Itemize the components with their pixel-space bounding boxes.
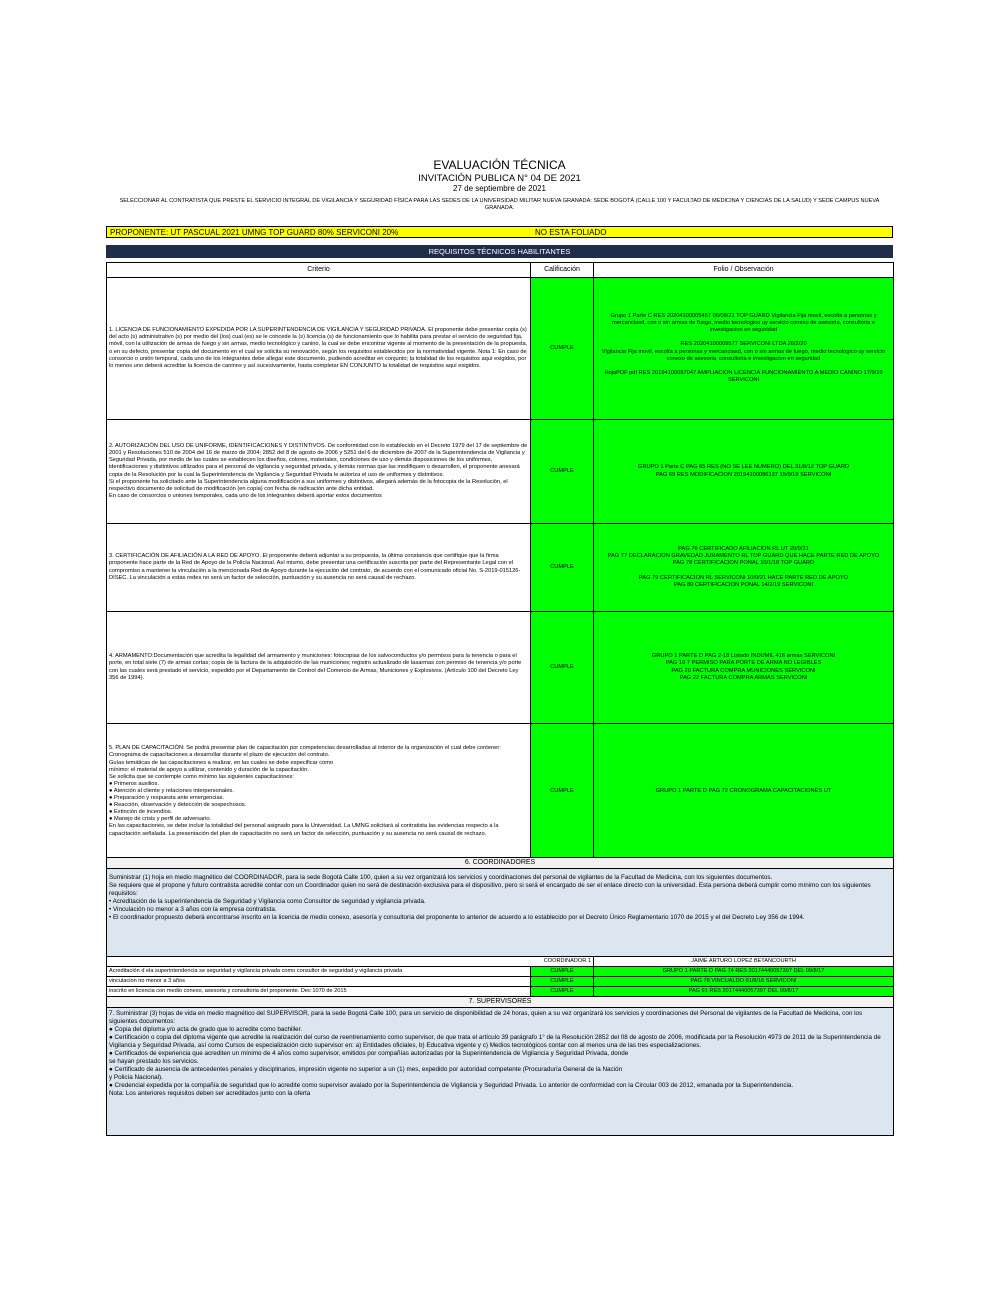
criterio-cell: 5. PLAN DE CAPACITACIÓN: Se podrá presentar plan de capacitación por competencias desarrolladas al interior de la organización el cual debe contener: Cronograma de capacitaciones a desarrollar durante el plazo de ejecución del contrato. Guías temáticas de las capacitaciones a realizar, en las cuales se debe especificar como mínimo: el material de apoyo a utilizar, contenido y duración de la capacitación. Se solicita que se contemple como mínimo las siguientes capacitaciones: ● Primeros auxilios. ● Atención al cliente y relaciones interpersonales. ● Preparación y respuesta ante emergencias. ● Reacción, observación y detección de sospechosos. ● Extinción de incendios. ● Manejo de crisis y perfil de adversario. En las capacitaciones, se debe incluir la totalidad del personal asignado para la Universidad. La UMNG solicitará al contratista las evidencias respecto a la capacitación señalada. La presentación del plan de capacitación no será un factor de selección, puntuación y su ausencia no será causal de rechazo. [107,724,531,860]
coordinadores-text: Suministrar (1) hoja en medio magnético del COORDINADOR, para la sede Bogotá Calle 100, quien a su vez organizará los servicios y coordinaciones del personal de vigilantes de la Facultad de Medicina, con los siguientes documentos. Se requiere que el propone y futuro contratista acredite contar con un Coordinador quien no será de destinación exclusiva para el dispositivo, pero si será el encargado de ser el enlace directo con la universidad. Esta persona deberá cumplir como mínimo con los siguientes requisitos: • Acreditación de la superintendencia de Seguridad y Vigilancia como Consultor de seguridad y vigilancia privada. • Vinculación no menor a 3 años con la empresa contratista. • El coordinador propuesto deberá encontrarse inscrito en la licencia de medio conexo, asesoría y consultoría del proponente lo anterior de acuerdo a lo establecido por el Decreto Único Reglamentario 1070 de 2015 y el del Decreto Ley 356 de 1994. [107,869,894,957]
coordinadores-header [107,858,894,869]
folio-cell: Grupo 1 Parte C RES 20204100005457 06/08/21 TOP GUARD Vigilancia Fija movil, escolta a personas y mercanciasd, con o sin armas de fuego, medio tecnologico uy servicio conexo de asesoria, consultoria e investigacion en seguridad RES 20204100009577 SERVICONI LTDA 26/2/20 Vigilancia Fija movil, escolta a personas y mercanciasd, con o sin armas de fuego, medio tecnologico uy servicio conexo de asesoria, consultoria e investigacion en seguridad HojaPDF pdf RES 20194100087047 AMPLIACION LICENCIA FUNCIONAMIENTO A MEDIO CANINO 17/9/19 SERVICONI [594,278,894,420]
table-row [107,724,894,860]
coordinadores-description-row [107,869,894,957]
page-title: EVALUACIÓN TÉCNICA [433,158,566,172]
table-row [107,420,894,524]
criterio-cell: 4. ARMAMENTO:Documentación que acredita la legalidad del armamento y municiones: fotocopias de los salvoconductos y/o permisos para la tenencia o para el porte, en total siete (7) de armas cortas; copia de la factura de la adquisición de las municiones; registro actualizado de lasarmas con permiso de tenencia y/o porte con las cuales será prestado el servicio, expedido por el Departamento de Control del Comercio de Armas, Municiones y Explosivos. (Artículo 100 del Decreto Ley 356 de 1994). [107,612,531,724]
criterio-cell: 1. LICENCIA DE FUNCIONAMIENTO EXPEDIDA POR LA SUPERINTENDENCIA DE VIGILANCIA Y SEGURIDAD PRIVADA. El proponente debe presentar copia (s) del acto (s) administrativo (s) por medio del (los) cual (es) se le concede la (s) licencia (s) de funcionamiento que lo habilita para prestar el servicio de seguridad fija, móvil, con la utilización de armas de fuego y sin armas, medio tecnológico y canino, la cual se debe encontrar vigente al momento de la presentación de la propuesta, o en su defecto, presentar copia del documento en el cual se solicita su renovación, según los requisitos establecidos por la normatividad vigente. Nota 1: En caso de consorcio o unión temporal, cada uno de los integrantes debe allegar este documento, pudiendo acreditar en conjunto; la totalidad de los requisitos aquí exigidos, por lo menos uno deberá acreditar la licencia de caninos y así sucesivamente, hasta completar EN CONJUNTO la totalidad de requisitos aquí exigidos. [107,278,531,420]
coordinador-req: Acreditación d ela superintendencia se seguridad y vigilancia privada como consultor de seguridad y vigilancia privada [107,967,531,977]
coordinador-req: vinculacion no menor a 3 años [107,977,531,987]
requirements-table [106,262,894,860]
table-row [107,612,894,724]
folio-cell: GRUPO 1 PARTE D PAG 72 CRONOGRAMA CAPACITACIONES UT [594,724,894,860]
coordinador-req: inscrito en licencia con medio conexo, asesoria y consultoria del proponente. Dec 1070 de 2015 [107,987,531,997]
coordinador-cal: CUMPLE [531,967,594,977]
folio-cell: PAG 76 CERTIFICADO AFILIACION RL UT 20/9/21 PAG 77 DECLARACION GRAVEDAD JURAMENTO RL TOP GUARD QUE HACE PARTE RED DE APOYO PAG 78 CERTIFICACION PONAL 10/1/18 TOP GUARD PAG 79 CERTIFICACION RL SERVICONI 10/9/21 HACE PARTE RED DE APOYO PAG 80 CERTIFICACION PONAL 14/2/19 SERVICONI [594,524,894,612]
coordinador-name: JAIME ARTURO LOPEZ BETANCOURTH [594,957,894,967]
page-description: SELECCIONAR AL CONTRATISTA QUE PRESTE EL SERVICIO INTEGRAL DE VIGILANCIA Y SEGURIDAD FÍSICA PARA LAS SEDES DE LA UNIVERSIDAD MILITAR NUEVA GRANADA: SEDE BOGOTÁ (CALLE 100 Y FACULTAD DE MEDICINA Y CIENCIAS DE LA SALUD) Y SEDE CAMPUS NUEVA GRANADA. [119,198,880,211]
coordinador-name-row [107,957,894,967]
calificacion-cell: CUMPLE [531,420,594,524]
table-row [107,967,894,977]
table-row [107,987,894,997]
folio-note: NO ESTA FOLIADO [535,228,607,237]
coordinador-obs: PAG 78 VINCUALDO 01/8/16 SERVICONI [594,977,894,987]
folio-cell: GRUPO 1 PARTE D PAG 2-18 Listado INDUMIL 416 armas SERVICONI PAG 19 7 PERMISO PARA PORTE DE ARMA NO LEGIBLES PAG 20 FACTURA COMPRA MUNICIONES SERVICONI PAG 22 FACTURA COMPRA ARMAS SERVICONI [594,612,894,724]
folio-cell: GRUPO 1 Parte C PAG 65 RES (NO SE LEE NUMERO) DEL 31/8/12 TOP GUARD PAG 69 RES MODIFICACION 20194100086137 15/9/19 SERVICONI [594,420,894,524]
calificacion-cell: CUMPLE [531,524,594,612]
supervisores-title: 7. SUPERVISORES [107,997,894,1008]
page-subtitle: INVITACIÓN PUBLICA N° 04 DE 2021 [418,173,581,184]
table-row [107,977,894,987]
col-folio: Folio / Observación [594,263,894,278]
section-title: REQUISITOS TÉCNICOS HABILITANTES [106,245,893,258]
criterio-cell: 2. AUTORIZACIÓN DEL USO DE UNIFORME, IDENTIFICACIONES Y DISTINTIVOS. De conformidad con lo establecido en el Decreto 1979 del 17 de septiembre de 2001 y Resoluciones 510 de 2004 del 16 de marzo de 2004; 2852 del 8 de agosto de 2006 y 5251 del 6 de diciembre de 2007 de la Superintendencia de Vigilancia y Seguridad Privada, por medio de las cuales se establecen los diseños, colores, materiales, condiciones de uso y demás disposiciones de los uniformes, identificaciones y distintivos utilizados para el personal de vigilancia y seguridad privada, y demás normas que las modifiquen o desarrollen, el proponente anexará copia de la Resolución por la cual la Superintendencia de Vigilancia y Seguridad Privada le autoriza el uso de uniformes y distintivos. Si el proponente ha solicitado ante la Superintendencia alguna modificación a sus uniformes y distintivos, allegará además de la fotocopia de la Resolución, el respectivo documento de solicitud de modificación (en copia) con fecha de radicación ante dicha entidad. En caso de consorcios o uniones temporales, cada uno de los integrantes deberá aportar estos documentos [107,420,531,524]
coordinadores-table [106,857,894,1136]
coordinador-cal: CUMPLE [531,987,594,997]
proponente-label: PROPONENTE: UT PASCUAL 2021 UMNG TOP GUARD 80% SERVICONI 20% [110,228,399,237]
calificacion-cell: CUMPLE [531,278,594,420]
coordinador-label: COORDINADOR 1 [107,957,594,967]
calificacion-cell: CUMPLE [531,724,594,860]
coordinador-obs: PAG 91 RES 20174440057397 DEL 09/8/17 [594,987,894,997]
col-criterio: Criterio [107,263,531,278]
supervisores-header [107,997,894,1008]
coordinadores-title: 6. COORDINADORES [107,858,894,869]
table-row [107,278,894,420]
col-calificacion: Calificación [531,263,594,278]
table-header [107,263,894,278]
criterio-cell: 3. CERTIFICACIÓN DE AFILIACIÓN A LA RED DE APOYO. El proponente deberá adjuntar a su propuesta, la última constancia que certifique que la firma proponente hace parte de la Red de Apoyo de la Policía Nacional. Así mismo, debe presentar una certificación suscrita por parte del Representante Legal con el compromiso a mantener la vinculación a la mencionada Red de Apoyo durante la ejecución del contrato, de acuerdo con el comunicado oficial No. S-2019-015126-DISEC. La vinculación a estas redes no será un factor de selección, puntuación y su ausencia no será causal de rechazo. [107,524,531,612]
table-row [107,524,894,612]
proponente-bar [106,226,893,238]
supervisores-description-row [107,1008,894,1136]
page-date: 27 de septiembre de 2021 [453,184,546,193]
calificacion-cell: CUMPLE [531,612,594,724]
coordinador-cal: CUMPLE [531,977,594,987]
supervisores-text: 7. Suministrar (3) hojas de vida en medio magnético del SUPERVISOR, para la sede Bogotá Calle 100, para un servicio de disponibilidad de 24 horas, quien a su vez organizará los servicios y coordinaciones del Personal de vigilantes de la Facultad de Medicina, con los siguientes documentos: ● Copia del diploma y/o acta de grado que lo acredite como bachiller. ● Certificación o copia del diploma vigente que acredite la realización del curso de reentrenamiento como supervisor, de que trata el artículo 39 parágrafo 1° de la Resolución 2852 del 08 de agosto de 2006, modificada por la Resolución 4973 de 2011 de la Superintendencia de Vigilancia y Seguridad Privada, así como Cursos de especialización ciclo supervisor en: a) Entidades oficiales, b) Educativa vigente y c) Medios tecnológicos contar con al menos una de las tres especializaciones. ● Certificados de experiencia que acrediten un mínimo de 4 años como supervisor, emitidos por compañías autorizadas por la Superintendencia de Vigilancia y Seguridad Privada, donde se hayan prestado los servicios. ● Certificado de ausencia de antecedentes penales y disciplinarios, impresión vigente no superior a un (1) mes, expedido por autoridad competente (Procuraduría General de la Nación y Policía Nacional). ● Credencial expedida por la compañía de seguridad que lo acredite como supervisor avalado por la Superintendencia de Vigilancia y Seguridad Privada. Lo anterior de conformidad con la Circular 003 de 2012, emanada por la Superintendencia. Nota: Los anteriores requisitos deben ser acreditados junto con la oferta [107,1008,894,1136]
coordinador-obs: GRUPO 1 PARTE D PAG 74 RES 20174440057397 DEL 09/8/17 [594,967,894,977]
